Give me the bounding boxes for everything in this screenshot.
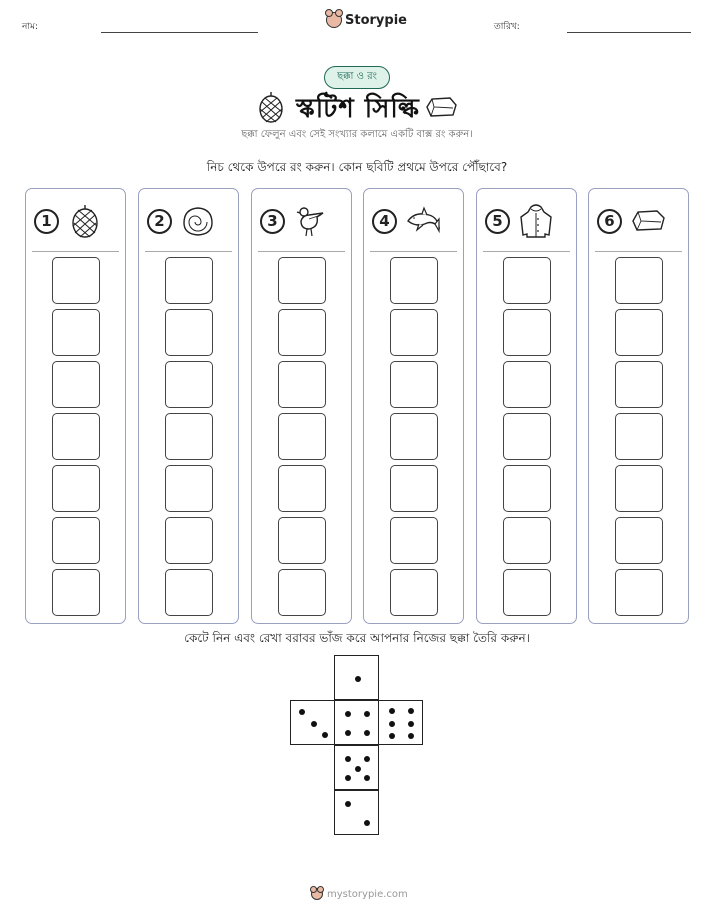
- color-box[interactable]: [165, 257, 213, 304]
- color-box[interactable]: [165, 413, 213, 460]
- color-box[interactable]: [390, 257, 438, 304]
- column-divider: [595, 251, 682, 252]
- column-header: [147, 203, 216, 239]
- dice-pip: [408, 733, 414, 739]
- column-number: 1: [34, 209, 59, 234]
- column-3: [251, 188, 352, 624]
- cut-instruction: কেটে নিন এবং রেখা বরাবর ভাঁজ করে আপনার নিজের ছক্কা তৈরি করুন।: [184, 631, 530, 645]
- color-box[interactable]: [390, 569, 438, 616]
- dice-pip: [364, 711, 370, 717]
- color-box[interactable]: [52, 413, 100, 460]
- column-5: [476, 188, 577, 624]
- dice-pip: [364, 820, 370, 826]
- footer: [311, 888, 408, 900]
- color-box[interactable]: [503, 413, 551, 460]
- column-number: 4: [372, 209, 397, 234]
- dice-pip: [364, 730, 370, 736]
- color-box[interactable]: [390, 413, 438, 460]
- dolphin-icon: [405, 203, 441, 239]
- column-header: [485, 203, 554, 239]
- color-box[interactable]: [503, 309, 551, 356]
- column-divider: [145, 251, 232, 252]
- column-4: [363, 188, 464, 624]
- column-number: 2: [147, 209, 172, 234]
- brand-logo: [326, 12, 407, 28]
- column-header: [34, 203, 103, 239]
- rock-icon: [424, 95, 458, 119]
- dice-face: [290, 700, 335, 745]
- date-field[interactable]: [567, 32, 691, 33]
- subtitle: ছক্কা ফেলুন এবং সেই সংখ্যার কলামে একটি বাক্স রং করুন।: [241, 129, 473, 140]
- color-box[interactable]: [278, 465, 326, 512]
- dice-pip: [389, 733, 395, 739]
- bear-icon: [311, 888, 323, 900]
- column-divider: [370, 251, 457, 252]
- color-box[interactable]: [52, 517, 100, 564]
- dice-face: [334, 700, 379, 745]
- color-box[interactable]: [52, 465, 100, 512]
- column-number: 6: [597, 209, 622, 234]
- pinecone-icon: [67, 203, 103, 239]
- dice-face: [334, 745, 379, 790]
- color-box[interactable]: [503, 569, 551, 616]
- color-box[interactable]: [615, 465, 663, 512]
- color-box[interactable]: [278, 569, 326, 616]
- dice-face: [334, 790, 379, 835]
- dice-face: [378, 700, 423, 745]
- column-divider: [258, 251, 345, 252]
- column-divider: [32, 251, 119, 252]
- seagull-icon: [293, 203, 329, 239]
- dice-pip: [345, 730, 351, 736]
- column-divider: [483, 251, 570, 252]
- color-box[interactable]: [52, 309, 100, 356]
- color-box[interactable]: [52, 361, 100, 408]
- color-box[interactable]: [615, 517, 663, 564]
- dice-pip: [408, 721, 414, 727]
- bear-icon: [326, 12, 342, 28]
- date-label: তারিখ:: [494, 22, 520, 32]
- dice-pip: [311, 721, 317, 727]
- color-box[interactable]: [390, 465, 438, 512]
- dice-pip: [355, 676, 361, 682]
- color-box[interactable]: [503, 517, 551, 564]
- dice-pip: [389, 721, 395, 727]
- color-box[interactable]: [615, 309, 663, 356]
- column-2: [138, 188, 239, 624]
- color-box[interactable]: [165, 361, 213, 408]
- brand-name: Storypie: [345, 12, 407, 28]
- dice-pip: [389, 708, 395, 714]
- column-header: [372, 203, 441, 239]
- color-box[interactable]: [278, 413, 326, 460]
- dice-pip: [322, 732, 328, 738]
- column-6: [588, 188, 689, 624]
- dice-pip: [345, 775, 351, 781]
- column-1: [25, 188, 126, 624]
- name-label: নাম:: [22, 22, 39, 32]
- page-title: স্কটিশ সিল্কি: [296, 94, 420, 124]
- dice-pip: [345, 801, 351, 807]
- color-box[interactable]: [165, 465, 213, 512]
- color-box[interactable]: [615, 413, 663, 460]
- raincoat-icon: [518, 203, 554, 239]
- color-box[interactable]: [165, 569, 213, 616]
- name-field[interactable]: [101, 32, 258, 33]
- dice-pip: [299, 709, 305, 715]
- color-box[interactable]: [390, 309, 438, 356]
- color-box[interactable]: [615, 361, 663, 408]
- color-box[interactable]: [390, 517, 438, 564]
- color-box[interactable]: [52, 569, 100, 616]
- color-box[interactable]: [165, 309, 213, 356]
- dice-pip: [408, 708, 414, 714]
- color-box[interactable]: [503, 361, 551, 408]
- dice-pip: [345, 756, 351, 762]
- color-box[interactable]: [165, 517, 213, 564]
- footer-url: mystorypie.com: [327, 888, 408, 900]
- column-header: [260, 203, 329, 239]
- color-box[interactable]: [278, 361, 326, 408]
- color-box[interactable]: [52, 257, 100, 304]
- color-box[interactable]: [503, 465, 551, 512]
- dice-pip: [364, 775, 370, 781]
- color-box[interactable]: [278, 517, 326, 564]
- rock-icon: [630, 203, 666, 239]
- color-box[interactable]: [278, 309, 326, 356]
- column-number: 3: [260, 209, 285, 234]
- color-box[interactable]: [615, 257, 663, 304]
- activity-badge: ছক্কা ও রং: [324, 66, 390, 89]
- seashell-icon: [180, 203, 216, 239]
- dice-pip: [355, 766, 361, 772]
- color-box[interactable]: [278, 257, 326, 304]
- column-number: 5: [485, 209, 510, 234]
- color-box[interactable]: [615, 569, 663, 616]
- instruction: নিচ থেকে উপরে রং করুন। কোন ছবিটি প্রথমে উপরে পৌঁছাবে?: [206, 160, 508, 174]
- dice-pip: [345, 711, 351, 717]
- color-box[interactable]: [503, 257, 551, 304]
- dice-face: [334, 655, 379, 700]
- dice-pip: [364, 756, 370, 762]
- color-box[interactable]: [390, 361, 438, 408]
- pinecone-icon: [256, 90, 286, 124]
- column-header: [597, 203, 666, 239]
